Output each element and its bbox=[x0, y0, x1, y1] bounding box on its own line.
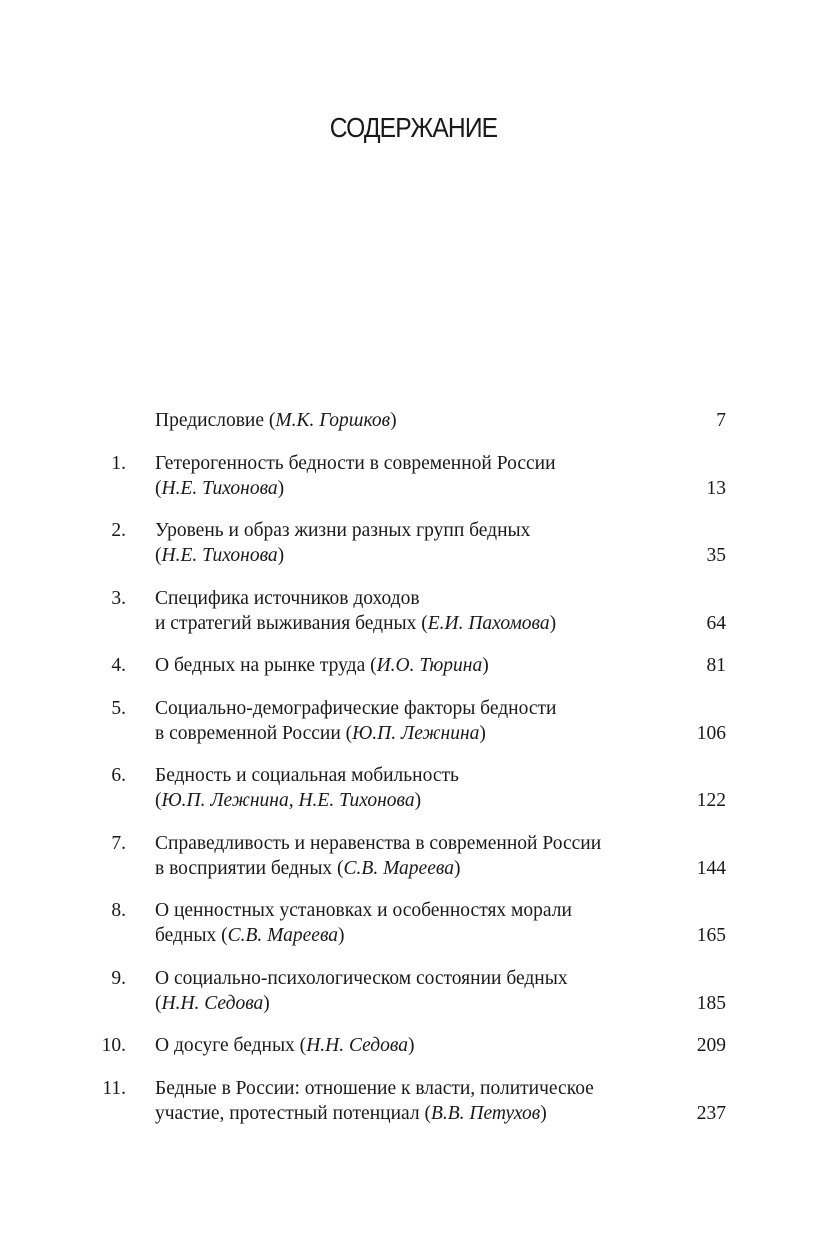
title-line: О бедных на рынке труда (И.О. Тюрина) bbox=[155, 655, 489, 676]
author-name: Ю.П. Лежнина, Н.Е. Тихонова bbox=[161, 790, 415, 811]
title-line: участие, протестный потенциал (В.В. Петухов) bbox=[155, 1102, 547, 1124]
title-line: (Н.Н. Седова) bbox=[155, 992, 270, 1014]
author-name: В.В. Петухов bbox=[430, 1102, 541, 1124]
entry-title bbox=[155, 518, 680, 568]
title-line: Социально-демографические факторы бедности bbox=[155, 697, 557, 719]
toc-entry bbox=[0, 451, 827, 501]
entry-title bbox=[155, 586, 680, 636]
entry-title bbox=[155, 451, 680, 501]
page-number: 35 bbox=[706, 545, 726, 566]
title-line: О досуге бедных (Н.Н. Седова) bbox=[155, 1035, 415, 1056]
author-name: М.К. Горшков bbox=[275, 410, 391, 431]
toc-entry bbox=[0, 966, 827, 1016]
title-line: и стратегий выживания бедных (Е.И. Пахомова) bbox=[155, 612, 557, 634]
toc-entry bbox=[0, 1033, 827, 1058]
entry-number: 8. bbox=[111, 900, 126, 921]
entry-number: 6. bbox=[111, 765, 126, 786]
title-line: Бедные в России: отношение к власти, политическое bbox=[155, 1077, 594, 1099]
author-name: Н.Е. Тихонова bbox=[161, 545, 278, 566]
page-number: 209 bbox=[696, 1035, 726, 1056]
title-line: О социально-психологическом состоянии бедных bbox=[155, 967, 568, 989]
entry-title bbox=[155, 966, 680, 1016]
entry-title bbox=[155, 763, 680, 813]
entry-number: 11. bbox=[102, 1077, 126, 1099]
page-number: 64 bbox=[706, 612, 726, 634]
page-number: 13 bbox=[706, 477, 726, 499]
title-line: в современной России (Ю.П. Лежнина) bbox=[155, 722, 486, 744]
author-name: Н.Н. Седова bbox=[306, 1035, 408, 1056]
toc-entry bbox=[0, 653, 827, 678]
entry-title bbox=[155, 1076, 680, 1126]
entry-number: 5. bbox=[111, 697, 126, 719]
entry-number: 10. bbox=[101, 1035, 126, 1056]
page-number: 144 bbox=[696, 857, 726, 879]
title-line: (Ю.П. Лежнина, Н.Е. Тихонова) bbox=[155, 790, 422, 811]
author-name: Н.Н. Седова bbox=[161, 992, 264, 1014]
entry-title bbox=[155, 898, 680, 948]
page-title: СОДЕРЖАНИЕ bbox=[329, 112, 498, 143]
author-name: Е.И. Пахомова bbox=[427, 612, 550, 634]
toc-entry bbox=[0, 831, 827, 881]
entry-number: 7. bbox=[111, 832, 126, 854]
entry-number: 4. bbox=[111, 655, 126, 676]
title-line: Предисловие (М.К. Горшков) bbox=[155, 410, 397, 431]
title-line: Уровень и образ жизни разных групп бедных bbox=[155, 520, 531, 541]
entry-title bbox=[155, 831, 680, 881]
table-of-contents bbox=[0, 408, 827, 1143]
toc-entry bbox=[0, 1076, 827, 1126]
title-line: Справедливость и неравенства в современной России bbox=[155, 832, 602, 854]
entry-title bbox=[155, 653, 680, 678]
page-number: 185 bbox=[696, 992, 726, 1014]
toc-entry bbox=[0, 586, 827, 636]
page-number: 81 bbox=[706, 655, 726, 676]
page-number: 7 bbox=[716, 410, 726, 431]
title-line: бедных (С.В. Мареева) bbox=[155, 925, 345, 946]
entry-title bbox=[155, 408, 680, 433]
entry-title bbox=[155, 696, 680, 746]
entry-title bbox=[155, 1033, 680, 1058]
toc-entry bbox=[0, 696, 827, 746]
toc-entry bbox=[0, 518, 827, 568]
author-name: С.В. Мареева bbox=[227, 925, 339, 946]
title-line: Специфика источников доходов bbox=[155, 587, 420, 609]
entry-number: 1. bbox=[111, 452, 126, 474]
toc-entry bbox=[0, 763, 827, 813]
title-line: Гетерогенность бедности в современной России bbox=[155, 452, 556, 474]
entry-number: 2. bbox=[111, 520, 126, 541]
page-number: 237 bbox=[696, 1102, 726, 1124]
toc-entry bbox=[0, 898, 827, 948]
page-number: 106 bbox=[696, 722, 726, 744]
author-name: Ю.П. Лежнина bbox=[352, 722, 480, 744]
entry-number: 9. bbox=[111, 967, 126, 989]
title-line: Бедность и социальная мобильность bbox=[155, 765, 459, 786]
author-name: И.О. Тюрина bbox=[376, 655, 483, 676]
title-line: (Н.Е. Тихонова) bbox=[155, 545, 285, 566]
title-line: в восприятии бедных (С.В. Мареева) bbox=[155, 857, 461, 879]
page-number: 165 bbox=[696, 925, 726, 946]
author-name: С.В. Мареева bbox=[343, 857, 454, 879]
title-line: О ценностных установках и особенностях морали bbox=[155, 900, 572, 921]
toc-entry bbox=[0, 408, 827, 433]
page-number: 122 bbox=[696, 790, 726, 811]
entry-number: 3. bbox=[111, 587, 126, 609]
author-name: Н.Е. Тихонова bbox=[161, 477, 278, 499]
title-line: (Н.Е. Тихонова) bbox=[155, 477, 285, 499]
